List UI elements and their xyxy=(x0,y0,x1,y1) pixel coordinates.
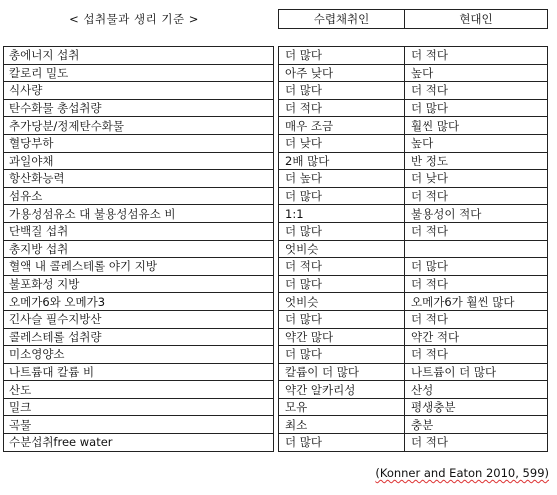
criterion-row xyxy=(4,222,274,240)
criterion-row xyxy=(4,346,274,364)
criterion-row xyxy=(4,82,274,100)
comparison-row xyxy=(279,398,548,416)
hunter-cell: 더 많다 xyxy=(279,346,405,364)
criterion-row xyxy=(4,416,274,434)
criterion-cell: 가용성섬유소 대 불용성섬유소 비 xyxy=(4,205,274,223)
criterion-row xyxy=(4,117,274,135)
criterion-cell: 밀크 xyxy=(4,398,274,416)
criterion-cell: 산도 xyxy=(4,381,274,399)
criterion-row xyxy=(4,64,274,82)
table-title: < 섭취물과 생리 기준 > xyxy=(69,12,199,26)
hunter-cell: 엇비슷 xyxy=(279,293,405,311)
modern-cell: 더 적다 xyxy=(405,47,548,65)
criterion-cell: 총에너지 섭취 xyxy=(4,47,274,65)
hunter-cell: 더 낮다 xyxy=(279,134,405,152)
criterion-row xyxy=(4,328,274,346)
comparison-row xyxy=(279,434,548,452)
criterion-row xyxy=(4,293,274,311)
modern-cell: 산성 xyxy=(405,381,548,399)
hunter-cell: 최소 xyxy=(279,416,405,434)
citation xyxy=(334,466,549,480)
criterion-row xyxy=(4,240,274,258)
column-header-hunter: 수렵채취인 xyxy=(279,10,405,29)
criterion-cell: 수분섭취free water xyxy=(4,434,274,452)
criterion-row xyxy=(4,170,274,188)
comparison-row xyxy=(279,381,548,399)
criterion-row xyxy=(4,134,274,152)
comparison-row xyxy=(279,363,548,381)
modern-cell: 더 적다 xyxy=(405,222,548,240)
criterion-row xyxy=(4,47,274,65)
comparison-row xyxy=(279,293,548,311)
criterion-cell: 나트륨대 칼륨 비 xyxy=(4,363,274,381)
citation-text: (Konner and Eaton 2010, 599) xyxy=(375,466,549,480)
modern-cell: 나트륨이 더 많다 xyxy=(405,363,548,381)
criterion-cell: 단백질 섭취 xyxy=(4,222,274,240)
hunter-cell: 칼륨이 더 많다 xyxy=(279,363,405,381)
comparison-row xyxy=(279,275,548,293)
modern-cell xyxy=(405,240,548,258)
comparison-row xyxy=(279,170,548,188)
modern-cell: 더 적다 xyxy=(405,82,548,100)
hunter-cell: 매우 조금 xyxy=(279,117,405,135)
criterion-cell: 식사량 xyxy=(4,82,274,100)
criterion-cell: 혈액 내 콜레스테롤 야기 지방 xyxy=(4,258,274,276)
modern-cell: 더 적다 xyxy=(405,434,548,452)
hunter-cell: 모유 xyxy=(279,398,405,416)
comparison-table xyxy=(278,46,548,452)
criterion-row xyxy=(4,275,274,293)
hunter-cell: 더 적다 xyxy=(279,99,405,117)
criteria-table xyxy=(3,46,274,452)
hunter-cell: 더 적다 xyxy=(279,258,405,276)
comparison-row xyxy=(279,310,548,328)
hunter-cell: 더 많다 xyxy=(279,187,405,205)
comparison-row xyxy=(279,346,548,364)
hunter-cell: 더 많다 xyxy=(279,310,405,328)
comparison-row xyxy=(279,416,548,434)
criterion-cell: 불포화성 지방 xyxy=(4,275,274,293)
hunter-cell: 더 많다 xyxy=(279,222,405,240)
hunter-cell: 2배 많다 xyxy=(279,152,405,170)
comparison-row xyxy=(279,99,548,117)
comparison-row xyxy=(279,117,548,135)
hunter-cell: 아주 낮다 xyxy=(279,64,405,82)
criterion-row xyxy=(4,381,274,399)
criterion-cell: 미소영양소 xyxy=(4,346,274,364)
comparison-row xyxy=(279,134,548,152)
criterion-cell: 탄수화물 총섭취량 xyxy=(4,99,274,117)
comparison-row xyxy=(279,64,548,82)
criterion-row xyxy=(4,310,274,328)
criterion-cell: 항산화능력 xyxy=(4,170,274,188)
comparison-row xyxy=(279,187,548,205)
criterion-cell: 혈당부하 xyxy=(4,134,274,152)
hunter-cell: 더 많다 xyxy=(279,47,405,65)
criterion-cell: 섬유소 xyxy=(4,187,274,205)
criterion-cell: 곡물 xyxy=(4,416,274,434)
modern-cell: 높다 xyxy=(405,64,548,82)
hunter-cell: 더 많다 xyxy=(279,275,405,293)
criterion-cell: 추가당분/정제탄수화물 xyxy=(4,117,274,135)
criterion-cell: 총지방 섭취 xyxy=(4,240,274,258)
modern-cell: 평생충분 xyxy=(405,398,548,416)
comparison-row xyxy=(279,258,548,276)
modern-cell: 불용성이 적다 xyxy=(405,205,548,223)
comparison-row xyxy=(279,152,548,170)
comparison-row xyxy=(279,328,548,346)
modern-cell: 더 적다 xyxy=(405,310,548,328)
comparison-row xyxy=(279,222,548,240)
modern-cell: 더 적다 xyxy=(405,187,548,205)
comparison-row xyxy=(279,47,548,65)
hunter-cell: 더 높다 xyxy=(279,170,405,188)
criterion-row xyxy=(4,258,274,276)
hunter-cell: 엇비슷 xyxy=(279,240,405,258)
criterion-row xyxy=(4,152,274,170)
column-header-table xyxy=(278,9,548,29)
hunter-cell: 1:1 xyxy=(279,205,405,223)
hunter-cell: 더 많다 xyxy=(279,82,405,100)
hunter-cell: 더 많다 xyxy=(279,434,405,452)
criterion-cell: 콜레스테롤 섭취량 xyxy=(4,328,274,346)
hunter-cell: 약간 많다 xyxy=(279,328,405,346)
criterion-row xyxy=(4,434,274,452)
modern-cell: 높다 xyxy=(405,134,548,152)
modern-cell: 더 적다 xyxy=(405,275,548,293)
comparison-row xyxy=(279,205,548,223)
modern-cell: 더 많다 xyxy=(405,99,548,117)
comparison-row xyxy=(279,240,548,258)
criterion-cell: 긴사슬 필수지방산 xyxy=(4,310,274,328)
comparison-row xyxy=(279,82,548,100)
modern-cell: 약간 적다 xyxy=(405,328,548,346)
criterion-cell: 과일야채 xyxy=(4,152,274,170)
criterion-cell: 오메가6와 오메가3 xyxy=(4,293,274,311)
modern-cell: 반 정도 xyxy=(405,152,548,170)
modern-cell: 충분 xyxy=(405,416,548,434)
modern-cell: 훨씬 많다 xyxy=(405,117,548,135)
modern-cell: 더 낮다 xyxy=(405,170,548,188)
criterion-row xyxy=(4,205,274,223)
criterion-cell: 칼로리 밀도 xyxy=(4,64,274,82)
criterion-row xyxy=(4,99,274,117)
modern-cell: 더 적다 xyxy=(405,346,548,364)
column-header-modern: 현대인 xyxy=(405,10,548,29)
modern-cell: 오메가6가 훨씬 많다 xyxy=(405,293,548,311)
criterion-row xyxy=(4,398,274,416)
hunter-cell: 약간 알카리성 xyxy=(279,381,405,399)
criterion-row xyxy=(4,187,274,205)
modern-cell: 더 많다 xyxy=(405,258,548,276)
criterion-row xyxy=(4,363,274,381)
